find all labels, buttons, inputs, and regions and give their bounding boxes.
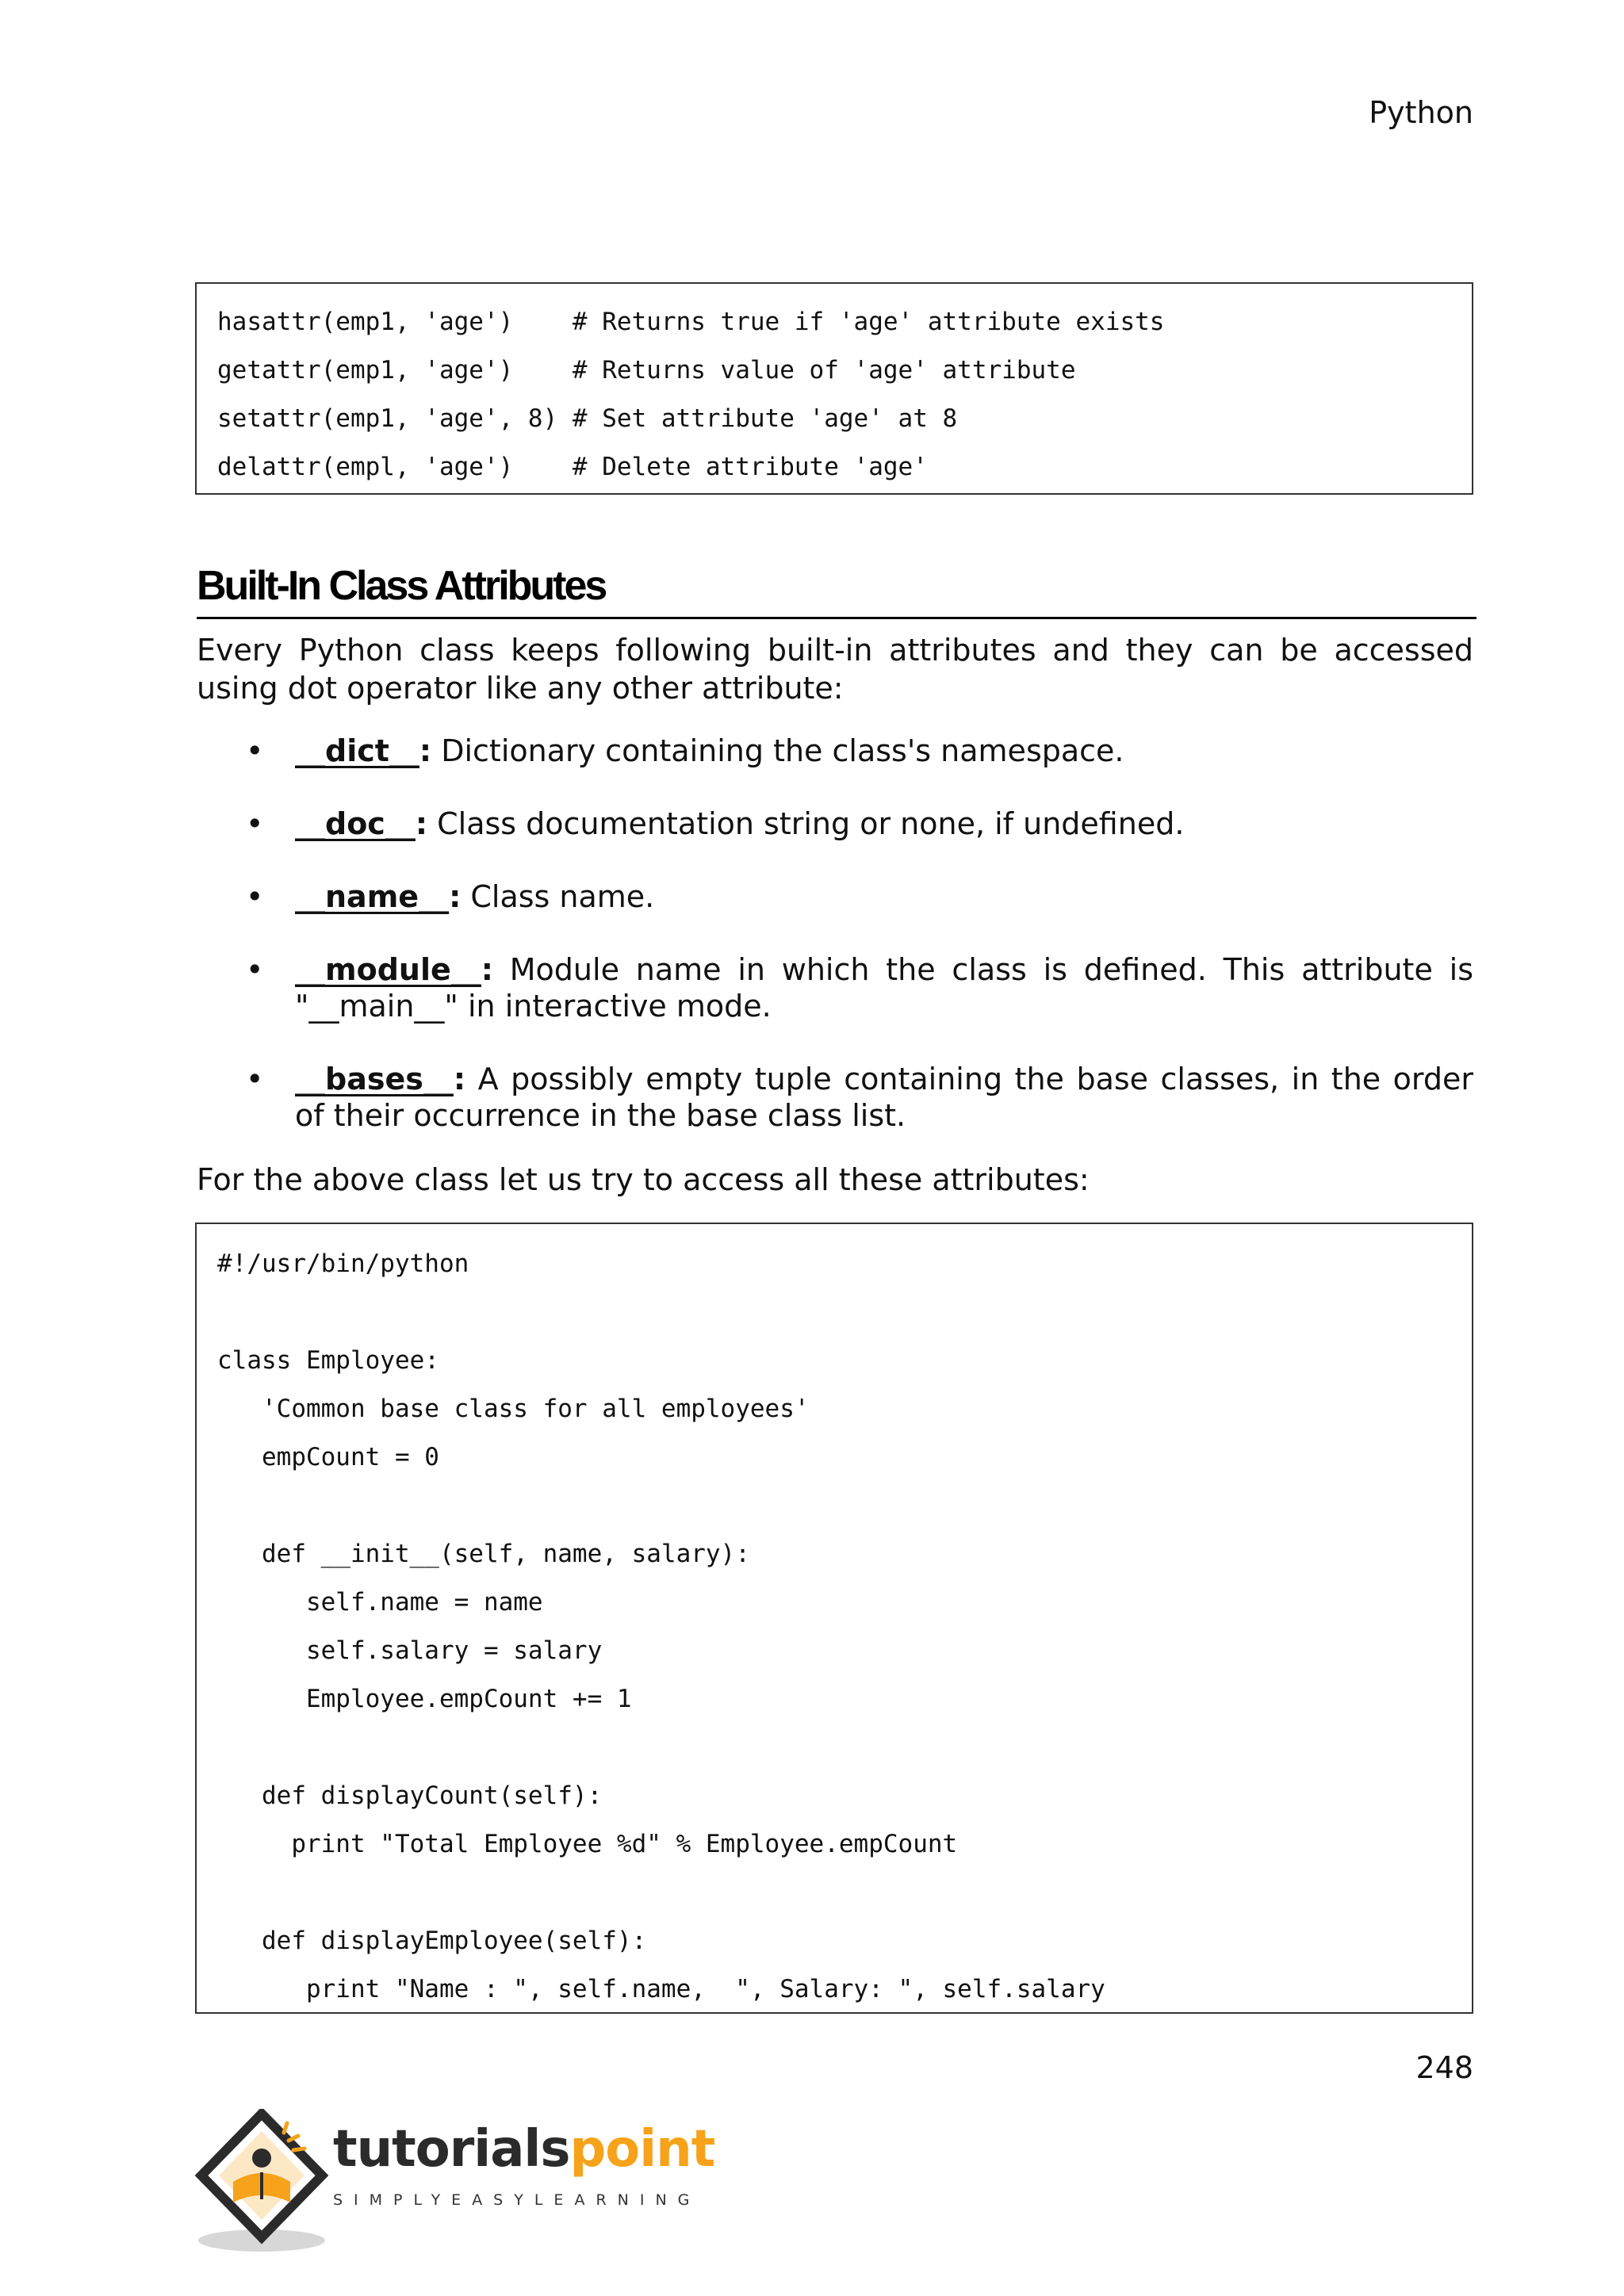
section-heading	[197, 560, 1477, 619]
code-block-attr-functions	[195, 282, 1473, 495]
code-line: Employee.empCount += 1	[217, 1685, 632, 1713]
section-title: Built-In Class Attributes	[197, 563, 606, 609]
code-line: 'Common base class for all employees'	[217, 1395, 810, 1423]
logo-tagline: SIMPLYEASYLEARNING	[333, 2191, 701, 2209]
attribute-description: A possibly empty tuple containing the base classes, in the order of their occurrence in the base class list.	[295, 1062, 1473, 1133]
code-line	[217, 1724, 1472, 1772]
code-line: print "Name : ", self.name, ", Salary: ", self.salary	[217, 1975, 1105, 2003]
code-line: self.salary = salary	[217, 1636, 603, 1665]
attribute-term: __module__	[295, 952, 481, 987]
intro-paragraph: Every Python class keeps following built-in attributes and they can be accessed using dot operator like any other attribute:	[197, 633, 1473, 706]
attribute-list	[197, 733, 1473, 1134]
attribute-description: Class name.	[461, 879, 655, 914]
code-line: self.name = name	[217, 1588, 543, 1617]
attribute-term: __name__	[295, 879, 450, 914]
bullet-icon: •	[246, 733, 264, 768]
running-header: Python	[1369, 95, 1473, 130]
tutorialspoint-logo	[193, 2109, 715, 2260]
list-item: • __bases__: A possibly empty tuple containing the base classes, in the order of their occurrence in the base class list.	[246, 1062, 1473, 1133]
list-item: • __doc__: Class documentation string or none, if undefined.	[246, 806, 1185, 841]
bullet-icon: •	[246, 952, 264, 987]
logo-wordmark: tutorialspoint	[333, 2120, 715, 2179]
code-line: print "Total Employee %d" % Employee.empCount	[217, 1830, 958, 1858]
code-line	[217, 1482, 1472, 1530]
code-block-employee-class	[195, 1223, 1473, 2014]
code-line: def displayEmployee(self):	[217, 1927, 647, 1955]
code-line: class Employee:	[217, 1346, 439, 1375]
bullet-icon: •	[246, 879, 264, 914]
code-line	[217, 1869, 1472, 1917]
list-item: • __dict__: Dictionary containing the class's namespace.	[246, 733, 1124, 768]
code-line: #!/usr/bin/python	[217, 1249, 469, 1278]
code-line: def displayCount(self):	[217, 1781, 603, 1810]
bullet-icon: •	[246, 1062, 264, 1096]
attribute-description: Class documentation string or none, if undefined.	[427, 806, 1185, 841]
attribute-description: Module name in which the class is defined. This attribute is "__main__" in interactive mode.	[295, 952, 1473, 1024]
code-line: hasattr(emp1, 'age') # Returns true if 'age' attribute exists	[217, 308, 1165, 336]
attribute-description: Dictionary containing the class's namespace.	[431, 733, 1124, 768]
list-item: • __name__: Class name.	[246, 879, 655, 914]
code-line: empCount = 0	[217, 1443, 439, 1471]
code-line	[217, 1288, 1472, 1337]
outro-paragraph: For the above class let us try to access all these attributes:	[197, 1162, 1090, 1197]
attribute-term: __bases__	[295, 1062, 454, 1096]
code-line: getattr(emp1, 'age') # Returns value of 'age' attribute	[217, 356, 1076, 385]
attribute-term: __dict__	[295, 733, 419, 768]
code-line: setattr(emp1, 'age', 8) # Set attribute 'age' at 8	[217, 404, 958, 433]
logo-emblem-icon	[193, 2109, 336, 2260]
attribute-term: __doc__	[295, 806, 416, 841]
list-item: • __module__: Module name in which the class is defined. This attribute is "__main__" in interactive mode.	[246, 952, 1473, 1024]
code-line: def __init__(self, name, salary):	[217, 1540, 750, 1568]
bullet-icon: •	[246, 806, 264, 841]
page-number: 248	[1415, 2050, 1473, 2085]
code-line: delattr(empl, 'age') # Delete attribute 'age'	[217, 453, 928, 481]
